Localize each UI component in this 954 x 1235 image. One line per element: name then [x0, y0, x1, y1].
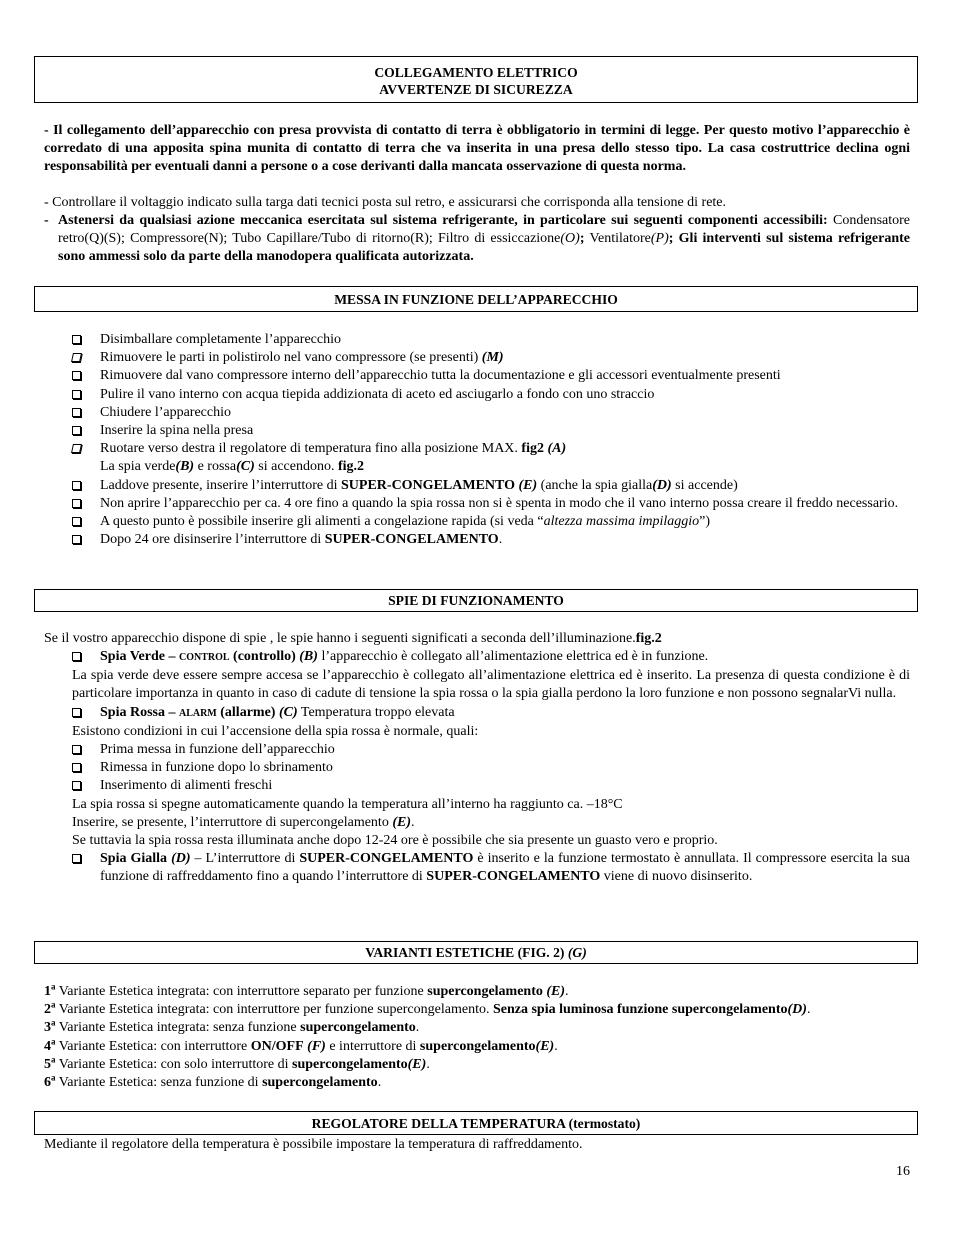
text: Dopo 24 ore disinserire l’interruttore di: [100, 532, 325, 548]
page-number: 16: [896, 1164, 910, 1179]
fig-ref: fig2: [521, 441, 544, 457]
list-item-text: Rimuovere dal vano compressore interno dell’apparecchio tutta la documentazione e gli accessori eventualmente presenti: [100, 368, 781, 384]
components-list: Condensatore retro(Q)(S); Compressore(N); Tubo Capillare/Tubo di ritorno(R); Filtro di essiccazione: [58, 213, 911, 247]
checkbox-bullet-icon: [72, 335, 81, 344]
list-item-text: Rimuovere le parti in polistirolo nel vano compressore (se presenti): [100, 350, 482, 366]
text: si accendono.: [254, 459, 338, 475]
text: Se il vostro apparecchio dispone di spie , le spie hanno i seguenti significati a seconda dell’illuminazione.: [44, 631, 636, 646]
checkbox-bullet-icon: [72, 652, 81, 661]
text: Temperatura troppo elevata: [297, 704, 455, 720]
italic-ref: altezza massima impilaggio: [543, 514, 700, 530]
list-item: [72, 759, 910, 777]
keyword: SUPER-CONGELAMENTO: [426, 869, 601, 885]
section-title: SPIE DI FUNZIONAMENTO: [388, 593, 564, 608]
section-header-messa-in-funzione: [34, 286, 918, 312]
spia-rossa-text: Esistono condizioni in cui l’accensione della spia rossa è normale, quali:: [72, 723, 479, 739]
refrigerant-qualified-note: ; Gli interventi sul sistema refrigerante sono ammessi solo da parte della manodopera qualificata autorizzata.: [58, 231, 910, 265]
ref-c: (C): [236, 459, 255, 475]
ref-b: (B): [295, 649, 318, 664]
text: (allarme): [216, 704, 276, 720]
refrigerant-warning-paragraph: [44, 212, 910, 267]
text: .: [554, 1038, 558, 1054]
checkbox-bullet-icon: [72, 745, 81, 754]
ordinal: a: [51, 1017, 56, 1028]
list-item-text: Chiudere l’apparecchio: [100, 404, 231, 420]
text: ”): [699, 514, 711, 530]
spia-verde-item: [72, 648, 910, 667]
list-item: [72, 777, 910, 795]
checkbox-bullet-icon: [72, 517, 81, 526]
fig-ref: fig.2: [635, 631, 662, 646]
ref-a: (A): [543, 441, 567, 457]
variant-number: 6: [44, 1075, 51, 1091]
list-item: [72, 367, 910, 385]
list-item-text: Prima messa in funzione dell’apparecchio: [100, 742, 335, 758]
text: Variante Estetica: con interruttore: [55, 1038, 251, 1054]
checkbox-bullet-icon: [72, 708, 81, 717]
keyword: supercongelamento: [292, 1056, 408, 1072]
ref: (E): [542, 984, 566, 999]
variant-item: [44, 983, 910, 1001]
text: Laddove presente, inserire l’interruttore di: [100, 477, 342, 493]
keyword: ALARM: [178, 707, 217, 719]
list-item-text: Inserire la spina nella presa: [100, 423, 254, 439]
variant-item: [44, 1001, 910, 1019]
list-item-text: Inserimento di alimenti freschi: [100, 778, 273, 794]
ordinal: a: [51, 1072, 56, 1083]
text: l’apparecchio è collegato all’alimentazione elettrica ed è in funzione.: [317, 649, 709, 664]
checkbox-bullet-icon: [72, 781, 81, 790]
section-header-spie: [34, 589, 918, 612]
checkbox-bullet-icon: [72, 763, 81, 772]
section-title: COLLEGAMENTO ELETTRICO: [374, 65, 578, 80]
text: (anche la spia gialla: [537, 477, 653, 493]
section-title: MESSA IN FUNZIONE DELL’APPARECCHIO: [334, 292, 618, 307]
keyword: Spia Verde: [100, 649, 165, 664]
variant-number: 1: [44, 984, 51, 999]
checkbox-bullet-icon: [72, 408, 81, 417]
text: Variante Estetica: senza funzione di: [55, 1075, 263, 1091]
text: .: [377, 1075, 382, 1091]
list-item-text: Rimessa in funzione dopo lo sbrinamento: [100, 760, 333, 776]
text: .: [415, 1020, 420, 1036]
text: Variante Estetica integrata: con interruttore separato per funzione: [55, 984, 428, 999]
checkbox-bullet-icon: [71, 353, 82, 362]
ref-o: (O): [560, 231, 580, 247]
keyword: Senza spia luminosa funzione supercongelamento: [492, 1002, 788, 1018]
keyword: Spia Gialla: [100, 851, 168, 867]
list-item: [72, 422, 910, 440]
keyword: supercongelamento: [262, 1075, 378, 1091]
semicolon: ;: [579, 231, 585, 247]
fan-label: Ventilatore: [584, 231, 651, 247]
section-title: VARIANTI ESTETICHE (FIG. 2): [365, 945, 568, 960]
section-header-varianti: [34, 941, 918, 964]
section-subtitle: AVVERTENZE DI SICUREZZA: [379, 82, 573, 97]
keyword: ON/OFF: [250, 1038, 304, 1054]
ref-d: (D): [167, 851, 191, 867]
list-item: [72, 495, 910, 513]
section-title: REGOLATORE DELLA TEMPERATURA (termostato): [311, 1116, 641, 1131]
text: (controllo): [229, 649, 296, 664]
keyword: SUPER-CONGELAMENTO: [324, 532, 499, 548]
checkbox-bullet-icon: [71, 444, 82, 453]
text: .: [565, 984, 569, 999]
variant-number: 5: [44, 1056, 51, 1072]
text: La spia verde: [100, 459, 176, 475]
list-item: [72, 404, 910, 422]
ref-e: (E): [392, 814, 411, 830]
text: –: [164, 649, 179, 664]
spie-intro: [44, 630, 910, 648]
text: .: [411, 814, 415, 830]
variants-list: [44, 983, 910, 1092]
list-item: [72, 531, 910, 549]
checkbox-bullet-icon: [72, 499, 81, 508]
voltage-paragraph: - Controllare il voltaggio indicato sulla targa dati tecnici posta sul retro, e assicurarsi che corrisponda alla tensione di rete.: [44, 195, 727, 210]
text-line: Se tuttavia la spia rossa resta illuminata anche dopo 12-24 ore è possibile che sia presente un guasto vero e proprio.: [72, 833, 718, 849]
checkbox-bullet-icon: [72, 854, 81, 863]
list-item: [72, 741, 910, 759]
text: .: [426, 1056, 430, 1072]
variant-item: [44, 1074, 910, 1092]
checkbox-bullet-icon: [72, 535, 81, 544]
ref-g: (G): [567, 945, 587, 960]
variant-item: [44, 1056, 910, 1074]
text-line: [72, 814, 910, 832]
ref-c: (C): [275, 704, 298, 720]
list-item-text: Disimballare completamente l’apparecchio: [100, 332, 342, 347]
ref: (F): [303, 1038, 326, 1054]
list-item-continuation: [72, 458, 910, 476]
text: è inserito e la funzione termostato è annullata. Il compressore esercita la sua funzione di raffreddamento fino a quando l’interruttore di: [100, 851, 910, 885]
ground-warning-paragraph: - Il collegamento dell’apparecchio con presa provvista di contatto di terra è obbligatorio in termini di legge. Per questo motivo l’apparecchio è corredato di una apposita spina munita di contatto di terra che va inserita in una presa dello stesso tipo. La casa costruttrice declina ogni responsabilità per eventuali danni a persone o a cose derivanti dalla mancata osservazione di questa norma.: [44, 123, 910, 175]
ref: (E): [407, 1056, 427, 1072]
list-item-text: Pulire il vano interno con acqua tiepida addizionata di aceto ed asciugarlo a fondo con uno straccio: [100, 386, 655, 402]
ordinal: a: [51, 1054, 56, 1065]
ref-d: (D): [652, 477, 672, 493]
variant-number: 4: [44, 1038, 51, 1054]
keyword: SUPER-CONGELAMENTO: [341, 477, 515, 493]
ref: (E): [535, 1038, 555, 1054]
keyword: supercongelamento: [427, 984, 543, 999]
variant-number: 2: [44, 1002, 51, 1018]
keyword: supercongelamento: [300, 1020, 416, 1036]
text: e rossa: [194, 459, 237, 475]
thermostat-text: Mediante il regolatore della temperatura è possibile impostare la temperatura di raffreddamento.: [44, 1137, 583, 1152]
ref: (D): [787, 1002, 807, 1018]
variant-number: 3: [44, 1020, 51, 1036]
ref-b: (B): [175, 459, 195, 475]
spia-rossa-item: [72, 704, 910, 723]
ordinal: a: [51, 981, 56, 992]
text: si accende): [671, 477, 738, 493]
variant-item: [44, 1019, 910, 1037]
list-item: [72, 513, 910, 531]
refrigerant-warning-bold: Astenersi da qualsiasi azione meccanica esercitata sul sistema refrigerante, in particolare sui seguenti componenti accessibili:: [58, 213, 828, 228]
ordinal: a: [51, 999, 56, 1010]
keyword: Spia Rossa: [100, 704, 165, 720]
ref-e: (E): [515, 477, 538, 493]
text: Variante Estetica integrata: senza funzione: [55, 1020, 301, 1036]
spia-gialla-item: [72, 850, 910, 886]
list-item-text: Non aprire l’apparecchio per ca. 4 ore fino a quando la spia rossa non si è spenta in modo che il vano interno possa creare il freddo necessario.: [100, 495, 899, 511]
section-header-regolatore: [34, 1111, 918, 1135]
checkbox-bullet-icon: [72, 426, 81, 435]
text: A questo punto è possibile inserire gli alimenti a congelazione rapida (si veda “: [100, 514, 544, 530]
keyword: CONTROL: [178, 652, 230, 663]
text-line: La spia rossa si spegne automaticamente quando la temperatura all’interno ha raggiunto ca. –18°C: [72, 796, 623, 812]
checkbox-bullet-icon: [72, 481, 81, 490]
checkbox-bullet-icon: [72, 390, 81, 399]
spia-verde-text: La spia verde deve essere sempre accesa se l’apparecchio è collegato all’alimentazione elettrica ed è inserito. La presenza di questa condizione è di particolare importanza in quanto in caso di cadute di tensione la spia rossa o la spia gialla perdono la loro funzione e non possono segnalarVi nulla.: [72, 668, 910, 702]
text: –: [164, 704, 179, 720]
list-item: [72, 349, 910, 367]
list-item-text: Ruotare verso destra il regolatore di temperatura fino alla posizione MAX.: [100, 441, 522, 457]
text: .: [498, 532, 503, 548]
ref-m: (M): [481, 350, 504, 366]
keyword: supercongelamento: [419, 1038, 536, 1054]
list-item: [72, 386, 910, 404]
section-header-collegamento: [34, 56, 918, 103]
list-item: [72, 331, 910, 349]
spie-block: [72, 648, 910, 887]
text: Inserire, se presente, l’interruttore di supercongelamento: [72, 814, 393, 830]
variant-item: [44, 1035, 910, 1056]
text: Variante Estetica: con solo interruttore di: [55, 1056, 293, 1072]
text: .: [806, 1002, 811, 1018]
text: viene di nuovo disinserito.: [600, 869, 753, 885]
checkbox-bullet-icon: [72, 371, 81, 380]
text: e interruttore di: [325, 1038, 420, 1054]
text: – L’interruttore di: [190, 851, 300, 867]
ordinal: a: [51, 1035, 56, 1046]
dash: -: [44, 213, 49, 228]
ref-p: (P): [650, 231, 669, 247]
fig-ref: fig.2: [337, 459, 365, 475]
list-item: [72, 477, 910, 495]
text: Variante Estetica integrata: con interruttore per funzione supercongelamento.: [55, 1002, 493, 1018]
keyword: SUPER-CONGELAMENTO: [299, 851, 474, 867]
startup-steps-list: [72, 331, 910, 549]
list-item: [72, 440, 910, 458]
